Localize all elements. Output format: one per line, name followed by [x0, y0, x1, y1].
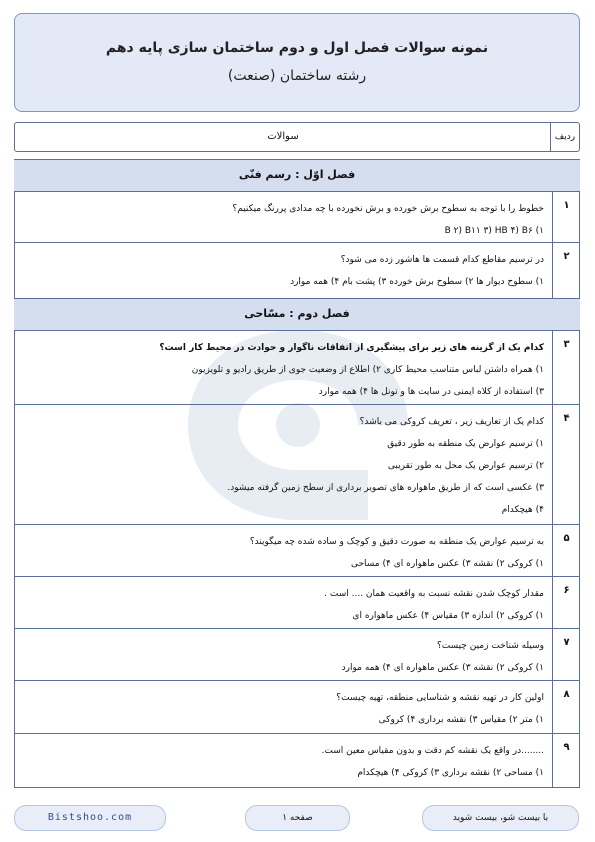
- question-text: کدام یک از گزینه های زیر برای پیشگیری از اتفاقات ناگوار و حوادث در محیط کار است؟: [159, 343, 544, 353]
- title-box: [14, 13, 580, 112]
- column-questions: سوالات: [267, 131, 299, 142]
- question-number: ۸: [552, 681, 580, 733]
- section-header-2: فصل دوم : مسّاحی: [14, 299, 580, 331]
- page-subtitle: رشته ساختمان (صنعت): [227, 68, 367, 84]
- question-option: ۲) ترسیم عوارض یک محل به طور تقریبی: [387, 461, 544, 471]
- question-options: ۱) کروکی ۲) اندازه ۳) مقیاس ۴) عکس ماهواره ای: [352, 611, 544, 621]
- question-options: ۱) B ۲) B۱۱ ۳) HB ۴) B۶: [444, 226, 544, 236]
- question-row-3: [14, 331, 580, 405]
- section-header-1: فصل اوّل : رسم فنّی: [14, 160, 580, 192]
- question-number: ۵: [552, 525, 580, 576]
- question-number: ۴: [552, 405, 580, 524]
- question-options: ۱) مساحی ۲) نقشه برداری ۳) کروکی ۴) هیچکدام: [357, 768, 544, 778]
- question-row-6: [14, 577, 580, 629]
- question-options: ۱) کروکی ۲) نقشه ۳) عکس ماهواره ای ۴) همه موارد: [341, 663, 544, 673]
- column-radif: ردیف: [550, 123, 579, 151]
- question-option: ۳) استفاده از کلاه ایمنی در سایت ها و تونل ها ۴) همه موارد: [318, 387, 544, 397]
- question-options: ۱) متر ۲) مقیاس ۳) نقشه برداری ۴) کروکی: [378, 715, 544, 725]
- question-number: ۷: [552, 629, 580, 680]
- question-option: ۳) عکسی است که از طریق ماهواره های تصویر برداری از سطح زمین گرفته میشود.: [227, 483, 544, 493]
- footer-page-number: صفحه ۱: [245, 805, 350, 831]
- question-text: اولین کار در تهیه نقشه و شناسایی منطقه، تهیه چیست؟: [336, 693, 544, 703]
- question-text: ........در واقع یک نقشه کم دقت و بدون مقیاس معین است.: [321, 746, 544, 756]
- question-text: به ترسیم عوارض یک منطقه به صورت دقیق و کوچک و ساده شده چه میگویند؟: [249, 537, 544, 547]
- question-row-1: [14, 192, 580, 243]
- question-number: ۲: [552, 243, 580, 298]
- question-number: ۱: [552, 192, 580, 242]
- question-row-2: [14, 243, 580, 299]
- question-row-9: [14, 734, 580, 787]
- question-text: وسیله شناخت زمین چیست؟: [436, 641, 544, 651]
- question-text: در ترسیم مقاطع کدام قسمت ها هاشور زده می شود؟: [340, 255, 544, 265]
- question-number: ۳: [552, 331, 580, 404]
- question-number: ۶: [552, 577, 580, 628]
- footer-slogan: با بیست شو، بیست شوید: [422, 805, 579, 831]
- question-option: ۱) ترسیم عوارض یک منطقه به طور دقیق: [387, 439, 544, 449]
- question-number: ۹: [552, 734, 580, 787]
- column-header: [14, 122, 580, 152]
- question-options: ۱) کروکی ۲) نقشه ۳) عکس ماهواره ای ۴) مساحی: [350, 559, 544, 569]
- footer-logo[interactable]: Bistshoo.com: [14, 805, 166, 831]
- question-text: مقدار کوچک شدن نقشه نسبت به واقعیت همان .... است .: [324, 589, 544, 599]
- question-text: خطوط را با توجه به سطوح برش خورده و برش نخورده با چه مدادی پررنگ میکنیم؟: [232, 204, 544, 214]
- question-row-8: [14, 681, 580, 734]
- question-row-4: [14, 405, 580, 525]
- question-options: ۱) سطوح دیوار ها ۲) سطوح برش خورده ۳) پشت بام ۴) همه موارد: [290, 277, 544, 287]
- question-option: ۱) همراه داشتن لباس متناسب محیط کاری ۲) اطلاع از وضعیت جوی از طریق رادیو و تلویزیون: [191, 365, 544, 375]
- question-row-7: [14, 629, 580, 681]
- question-row-5: [14, 525, 580, 577]
- page-title: نمونه سوالات فصل اول و دوم ساختمان سازی پایه دهم: [105, 40, 489, 56]
- question-text: کدام یک از تعاریف زیر ، تعریف کروکی می باشد؟: [359, 417, 544, 427]
- question-option: ۴) هیچکدام: [501, 505, 544, 515]
